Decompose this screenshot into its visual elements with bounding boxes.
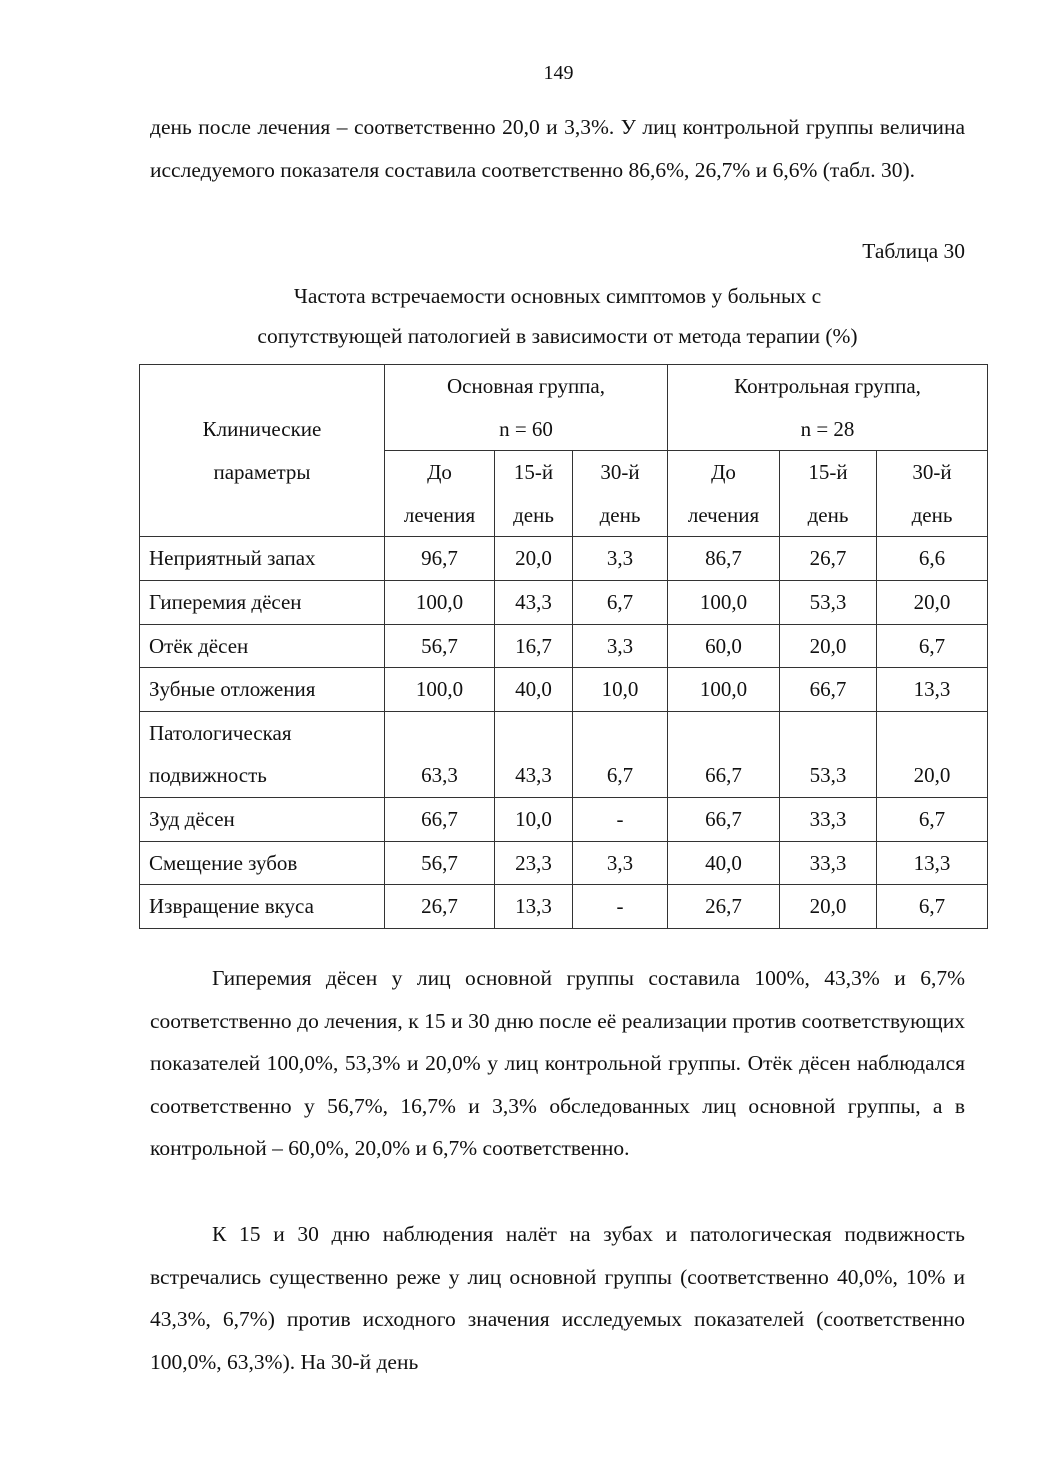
subheader-cell bbox=[495, 451, 573, 537]
table-cell: 23,3 bbox=[495, 841, 573, 885]
group-name-main: Основная группа, bbox=[447, 374, 605, 398]
row-param: Зубные отложения bbox=[140, 668, 385, 712]
row-param: Отёк дёсен bbox=[140, 624, 385, 668]
table-cell: 26,7 bbox=[668, 885, 780, 929]
table-cell: 43,3 bbox=[495, 580, 573, 624]
table-cell: 40,0 bbox=[495, 668, 573, 712]
table-cell: 20,0 bbox=[780, 624, 877, 668]
table-row bbox=[140, 537, 988, 581]
table-cell: 53,3 bbox=[780, 711, 877, 797]
table-cell: 6,7 bbox=[573, 711, 668, 797]
subheader-line-1: 30-й bbox=[912, 460, 952, 485]
table-cell: 13,3 bbox=[495, 885, 573, 929]
table-cell: 10,0 bbox=[495, 797, 573, 841]
table-cell: 100,0 bbox=[668, 580, 780, 624]
table-row bbox=[140, 797, 988, 841]
table-cell: 3,3 bbox=[573, 841, 668, 885]
row-param: Неприятный запах bbox=[140, 537, 385, 581]
subheader-line-1: 15-й bbox=[808, 460, 848, 485]
table-cell: 100,0 bbox=[668, 668, 780, 712]
subheader-line-2: лечения bbox=[403, 502, 476, 527]
table-row bbox=[140, 885, 988, 929]
page-number: 149 bbox=[543, 62, 574, 84]
table-cell: 40,0 bbox=[668, 841, 780, 885]
row-param-line-2: подвижность bbox=[149, 763, 267, 788]
table-cell: 56,7 bbox=[385, 624, 495, 668]
row-param-line-1: Патологическая bbox=[149, 720, 292, 745]
table-title-line-1: Частота встречаемости основных симптомов у больных с bbox=[293, 284, 822, 308]
table-cell: 20,0 bbox=[780, 885, 877, 929]
group-header-main bbox=[385, 365, 668, 451]
table-cell: 6,7 bbox=[877, 885, 988, 929]
table-cell: 100,0 bbox=[385, 668, 495, 712]
row-param: Зуд дёсен bbox=[140, 797, 385, 841]
table-header-row-groups bbox=[140, 365, 988, 451]
table-cell: 20,0 bbox=[877, 580, 988, 624]
subheader-line-2: день bbox=[911, 502, 953, 527]
subheader-line-1: 30-й bbox=[600, 460, 640, 485]
table-cell: - bbox=[573, 797, 668, 841]
table-cell: 56,7 bbox=[385, 841, 495, 885]
table-cell: 13,3 bbox=[877, 668, 988, 712]
subheader-cell bbox=[877, 451, 988, 537]
table-row bbox=[140, 711, 988, 797]
table-cell: 3,3 bbox=[573, 537, 668, 581]
table-cell: 26,7 bbox=[385, 885, 495, 929]
table-cell: 13,3 bbox=[877, 841, 988, 885]
subheader-line-2: лечения bbox=[687, 502, 760, 527]
table-cell: 3,3 bbox=[573, 624, 668, 668]
row-param: Гиперемия дёсен bbox=[140, 580, 385, 624]
table-cell: 60,0 bbox=[668, 624, 780, 668]
subheader-cell bbox=[780, 451, 877, 537]
group-header-control bbox=[668, 365, 988, 451]
subheader-cell bbox=[573, 451, 668, 537]
intro-paragraph: день после лечения – соответственно 20,0 и 3,3%. У лиц контрольной группы величина исследуемого показателя составила соответственно 86,6%, 26,7% и 6,6% (табл. 30). bbox=[150, 115, 965, 182]
table-row bbox=[140, 668, 988, 712]
row-param: Извращение вкуса bbox=[140, 885, 385, 929]
param-header-cell bbox=[140, 365, 385, 537]
table-cell: 43,3 bbox=[495, 711, 573, 797]
group-name-control: Контрольная группа, bbox=[734, 374, 921, 398]
table-cell: 66,7 bbox=[668, 797, 780, 841]
table-title bbox=[150, 276, 965, 356]
table-cell: 6,7 bbox=[877, 797, 988, 841]
subheader-line-2: день bbox=[807, 502, 849, 527]
body-paragraph-2: К 15 и 30 дню наблюдения налёт на зубах и патологическая подвижность встречались существенно реже у лиц основной группы (соответственно 40,0%, 10% и 43,3%, 6,7%) против исходного значения исследуемых показателей (соответственно 100,0%, 63,3%). На 30-й день bbox=[150, 1222, 965, 1374]
table-cell: 66,7 bbox=[668, 711, 780, 797]
subheader-line-1: До bbox=[711, 460, 736, 485]
subheader-line-2: день bbox=[513, 502, 554, 527]
table-cell: 63,3 bbox=[385, 711, 495, 797]
table-title-line-2: сопутствующей патологией в зависимости от метода терапии (%) bbox=[257, 324, 858, 348]
table-cell: 53,3 bbox=[780, 580, 877, 624]
subheader-line-1: До bbox=[427, 460, 452, 485]
table-cell: 20,0 bbox=[495, 537, 573, 581]
table-cell: 86,7 bbox=[668, 537, 780, 581]
table-label: Таблица 30 bbox=[862, 239, 965, 263]
param-header-line-2: параметры bbox=[213, 459, 311, 484]
table-cell: 6,6 bbox=[877, 537, 988, 581]
table-cell: - bbox=[573, 885, 668, 929]
table-cell: 6,7 bbox=[877, 624, 988, 668]
param-header-line-1: Клинические bbox=[202, 417, 322, 442]
table-cell: 16,7 bbox=[495, 624, 573, 668]
table-cell: 100,0 bbox=[385, 580, 495, 624]
row-param: Смещение зубов bbox=[140, 841, 385, 885]
table-cell: 33,3 bbox=[780, 797, 877, 841]
table-row bbox=[140, 624, 988, 668]
table-cell: 10,0 bbox=[573, 668, 668, 712]
body-paragraph-1: Гиперемия дёсен у лиц основной группы составила 100%, 43,3% и 6,7% соответственно до лечения, к 15 и 30 дню после её реализации против соответствующих показателей 100,0%, 53,3% и 20,0% у лиц контрольной группы. Отёк дёсен наблюдался соответственно у 56,7%, 16,7% и 3,3% обследованных лиц основной группы, а в контрольной – 60,0%, 20,0% и 6,7% соответственно. bbox=[150, 966, 965, 1161]
table-cell: 66,7 bbox=[385, 797, 495, 841]
table-cell: 33,3 bbox=[780, 841, 877, 885]
subheader-line-1: 15-й bbox=[513, 460, 554, 485]
table-cell: 96,7 bbox=[385, 537, 495, 581]
subheader-cell bbox=[668, 451, 780, 537]
row-param bbox=[140, 711, 385, 797]
table-cell: 6,7 bbox=[573, 580, 668, 624]
subheader-cell bbox=[385, 451, 495, 537]
subheader-line-2: день bbox=[599, 502, 641, 527]
symptoms-table bbox=[139, 364, 988, 929]
group-n-control: n = 28 bbox=[800, 416, 855, 441]
group-n-main: n = 60 bbox=[499, 416, 553, 441]
table-cell: 66,7 bbox=[780, 668, 877, 712]
table-row bbox=[140, 841, 988, 885]
table-cell: 20,0 bbox=[877, 711, 988, 797]
table-row bbox=[140, 580, 988, 624]
table-cell: 26,7 bbox=[780, 537, 877, 581]
